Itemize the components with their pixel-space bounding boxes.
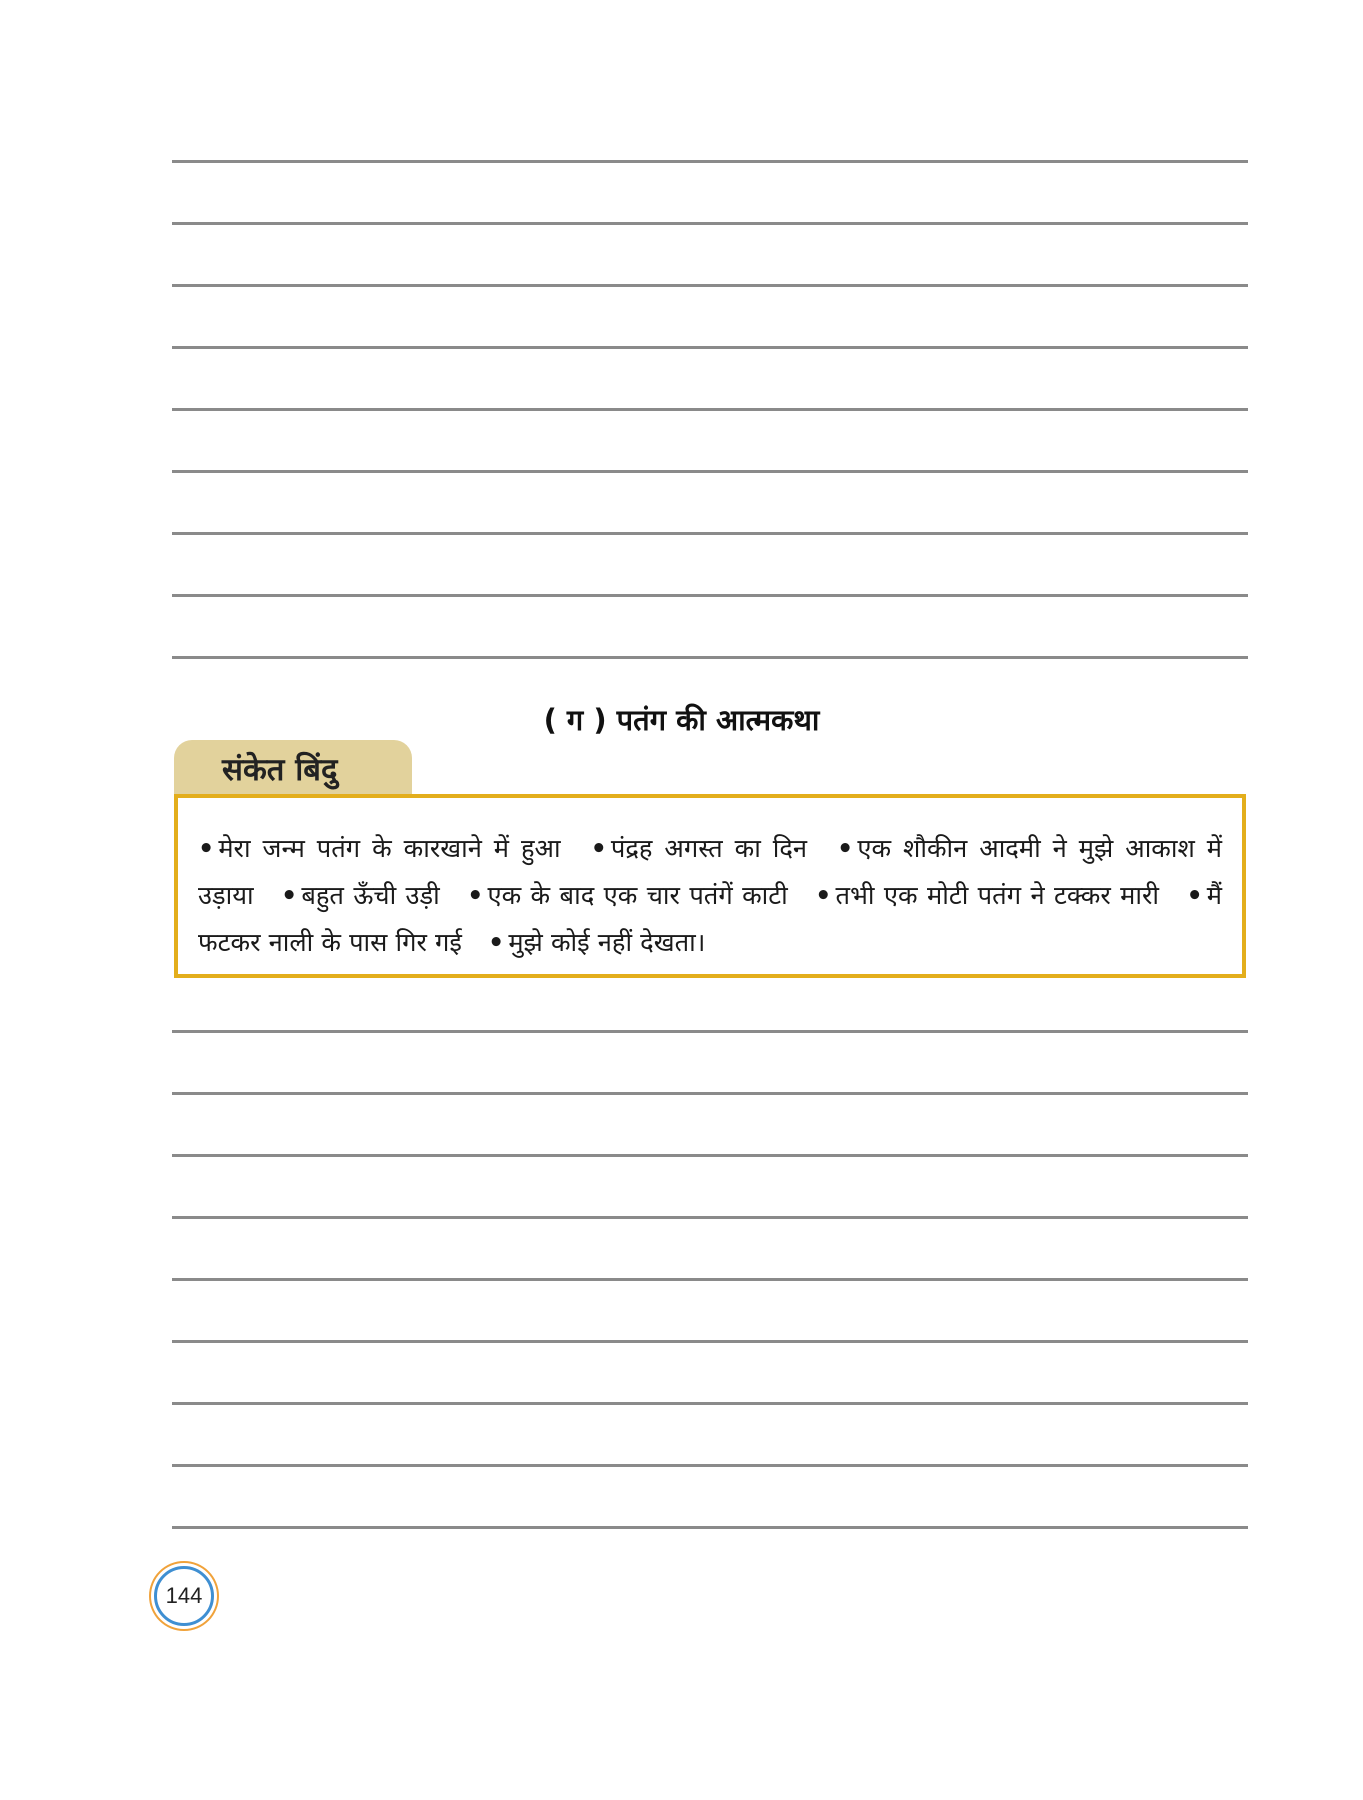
hint-point: • बहुत ऊँची उड़ी [281, 881, 440, 911]
bullet-icon: • [281, 881, 298, 911]
writing-line [172, 1402, 1248, 1405]
hint-point: • तभी एक मोटी पतंग ने टक्कर मारी [815, 881, 1160, 911]
bullet-icon: • [1186, 881, 1203, 911]
writing-line [172, 1216, 1248, 1219]
writing-line [172, 1154, 1248, 1157]
hint-tab-label: संकेत बिंदु [222, 752, 338, 788]
writing-line [172, 594, 1248, 597]
writing-line [172, 532, 1248, 535]
writing-line [172, 1526, 1248, 1529]
hint-point: • पंद्रह अगस्त का दिन [590, 834, 808, 864]
writing-line [172, 346, 1248, 349]
hint-point: • मुझे कोई नहीं देखता। [488, 928, 706, 958]
hint-point: • एक के बाद एक चार पतंगें काटी [467, 881, 788, 911]
bullet-icon: • [467, 881, 484, 911]
writing-line [172, 1030, 1248, 1033]
hint-point: • मेरा जन्म पतंग के कारखाने में हुआ [198, 834, 561, 864]
bullet-icon: • [837, 834, 854, 864]
writing-line [172, 1278, 1248, 1281]
section-title: ( ग ) पतंग की आत्मकथा [543, 703, 820, 737]
writing-line [172, 1340, 1248, 1343]
writing-line [172, 222, 1248, 225]
hint-box [174, 794, 1246, 978]
bullet-icon: • [815, 881, 832, 911]
writing-line [172, 1092, 1248, 1095]
bullet-icon: • [488, 928, 505, 958]
writing-line [172, 470, 1248, 473]
page-number: 144 [154, 1566, 214, 1626]
writing-line [172, 408, 1248, 411]
writing-line [172, 284, 1248, 287]
writing-line [172, 656, 1248, 659]
hint-point: • मैं फटकर नाली के पास गिर गई [198, 881, 1222, 958]
hint-point: • एक शौकीन आदमी ने मुझे आकाश में उड़ाया [198, 834, 1222, 911]
bullet-icon: • [198, 834, 215, 864]
hint-points [198, 826, 1222, 967]
bullet-icon: • [590, 834, 607, 864]
writing-line [172, 1464, 1248, 1467]
writing-line [172, 160, 1248, 163]
hint-tab [174, 740, 412, 796]
